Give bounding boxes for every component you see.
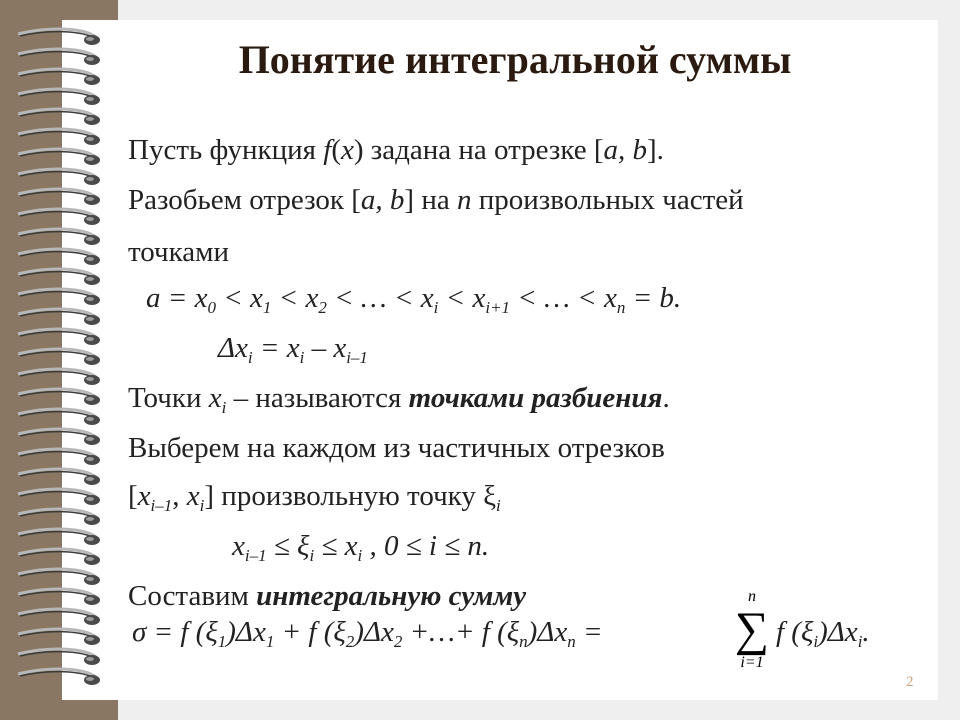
spiral-binding-icon: [0, 0, 120, 720]
spiral-ring: [18, 589, 100, 605]
spiral-ring: [18, 249, 100, 265]
line-compose: Составим интегральную сумму: [128, 580, 527, 612]
spiral-ring: [18, 429, 100, 445]
spiral-ring: [18, 209, 100, 225]
formula-inequality: $x_{i-1} \le \xi_i \le x_i$ , 0 ≤ i ≤ n.: [232, 530, 490, 565]
line-choose: Выберем на каждом из частичных отрезков: [128, 432, 665, 464]
line-function: Пусть функция f(x) задана на отрезке [a, b].: [128, 134, 664, 166]
spiral-ring: [18, 649, 100, 665]
line-partition-text: Разобьем отрезок [a, b] на n произвольных частей: [128, 184, 744, 216]
spiral-ring: [18, 409, 100, 425]
spiral-ring: [18, 529, 100, 545]
spiral-ring: [18, 89, 100, 105]
formula-delta: $\Delta x_i = x_i - x_{i-1}$: [218, 332, 368, 367]
spiral-ring: [18, 309, 100, 325]
sum-operator: [734, 588, 770, 672]
spiral-ring: [18, 609, 100, 625]
spiral-ring: [18, 169, 100, 185]
spiral-ring: [18, 669, 100, 685]
spiral-ring: [18, 629, 100, 645]
spiral-ring: [18, 109, 100, 125]
page-number: 2: [906, 674, 914, 690]
spiral-ring: [18, 329, 100, 345]
line-points: точками: [128, 236, 230, 268]
sum-upper-limit: n: [748, 588, 756, 605]
line-arbitrary-point: [$x_{i-1}$, $x_i$] произвольную точку $\xi_i$: [128, 480, 501, 515]
spiral-ring: [18, 349, 100, 365]
spiral-ring: [18, 149, 100, 165]
sum-lower-limit: i=1: [740, 654, 764, 671]
spiral-ring: [18, 129, 100, 145]
spiral-ring: [18, 549, 100, 565]
formula-partition: $a = x_0 < x_1 < x_2$ < … < $x_i < x_{i+1}$ < … < $x_n = b$.: [146, 282, 682, 317]
spiral-ring: [18, 229, 100, 245]
spiral-ring: [18, 369, 100, 385]
spiral-ring: [18, 389, 100, 405]
spiral-ring: [18, 289, 100, 305]
spiral-ring: [18, 269, 100, 285]
spiral-ring: [18, 449, 100, 465]
spiral-ring: [18, 509, 100, 525]
spiral-ring: [18, 489, 100, 505]
spiral-ring: [18, 189, 100, 205]
line-partition-points: Точки $x_i$ – называются точками разбиения.: [128, 382, 670, 417]
sigma-symbol: ∑: [734, 603, 770, 656]
spiral-ring: [18, 569, 100, 585]
formula-integral-sum-right: f $(\xi_i)\Delta x_i$.: [776, 616, 870, 651]
formula-integral-sum-left: σ = f $(\xi_1)\Delta x_1 + f$ $(\xi_2)\Delta x_2$ +…+ f $(\xi_n)\Delta x_n$ =: [132, 616, 603, 651]
slide-title: Понятие интегральной суммы: [238, 37, 792, 82]
spiral-ring: [18, 469, 100, 485]
